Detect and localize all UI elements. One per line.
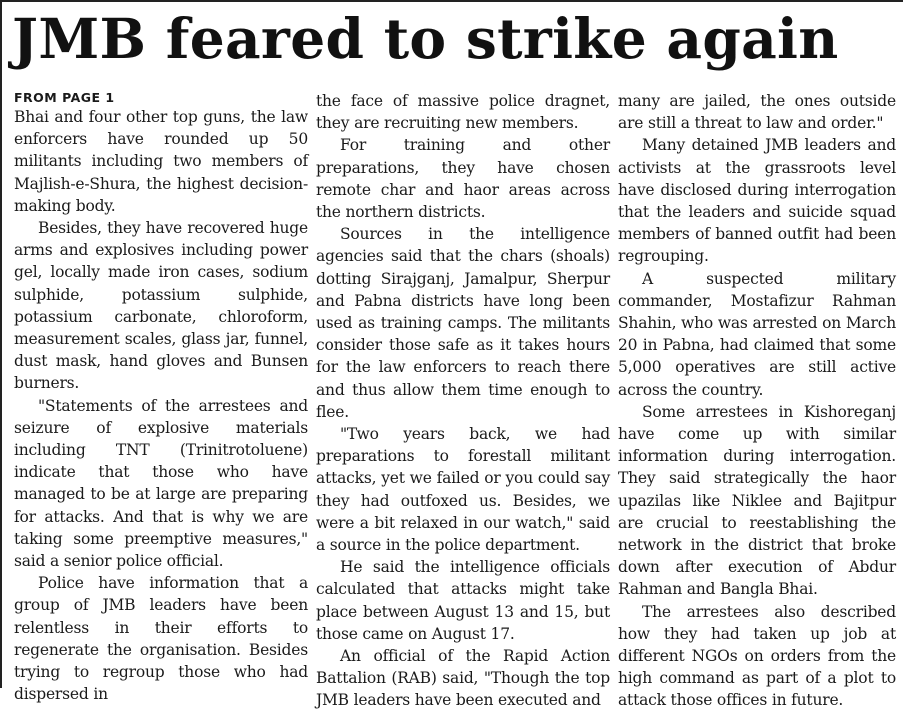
paragraph: An official of the Rapid Action Battalion (RAB) said, "Though the top JMB leaders have been executed and: [316, 647, 610, 710]
column-2: [316, 90, 610, 712]
paragraph: the face of massive police dragnet, they are recruiting new members.: [316, 92, 610, 133]
paragraph: Besides, they have recovered huge arms and explosives including power gel, locally made iron cases, sodium sulphide, potassium sulphide, potassium carbonate, chloroform, measurement scales, glass jar, funnel, dust mask, hand gloves and Bunsen burners.: [14, 219, 308, 393]
left-border-rule: [0, 0, 2, 688]
paragraph: The arrestees also described how they had taken up job at different NGOs on orders from the high command as part of a plot to attack those offices in future.: [618, 602, 896, 710]
kicker-from-page: FROM PAGE 1: [14, 90, 115, 105]
paragraph: He said the intelligence officials calculated that attacks might take place between August 13 and 15, but those came on August 17.: [316, 558, 610, 643]
column-1: [14, 90, 308, 705]
column-3: [618, 90, 896, 712]
paragraph: "Statements of the arrestees and seizure of explosive materials including TNT (Trinitrotoluene) indicate that those who have managed to be at large are preparing for attacks. And that is why we are taking some preemptive measures," said a senior police official.: [14, 396, 308, 571]
paragraph: Many detained JMB leaders and activists at the grassroots level have disclosed during interrogation that the leaders and suicide squad members of banned outfit had been regrouping.: [618, 136, 896, 266]
paragraph: "Two years back, we had preparations to forestall militant attacks, yet we failed or you could say they had outfoxed us. Besides, we were a bit relaxed in our watch," said a source in the police department.: [316, 425, 610, 555]
paragraph: Sources in the intelligence agencies said that the chars (shoals) dotting Sirajganj, Jamalpur, Sherpur and Pabna districts have long been used as training camps. The militants consider those safe as it takes hours for the law enforcers to reach there and thus allow them time enough to flee.: [316, 225, 610, 421]
paragraph: For training and other preparations, they have chosen remote char and haor areas across the northern districts.: [316, 136, 610, 222]
paragraph: Bhai and four other top guns, the law enforcers have rounded up 50 militants including two members of Majlish-e-Shura, the highest decision-making body.: [14, 108, 308, 215]
paragraph: many are jailed, the ones outside are still a threat to law and order.": [618, 92, 896, 133]
paragraph: Police have information that a group of JMB leaders have been relentless in their efforts to regenerate the organisation. Besides trying to regroup those who had dispersed in: [14, 574, 308, 704]
paragraph: Some arrestees in Kishoreganj have come up with similar information during interrogation. They said strategically the haor upazilas like Niklee and Bajitpur are crucial to reestablishing the network in the district that broke down after execution of Abdur Rahman and Bangla Bhai.: [618, 402, 896, 599]
headline: JMB feared to strike again: [12, 6, 839, 71]
top-border-rule: [0, 0, 903, 2]
paragraph: A suspected military commander, Mostafizur Rahman Shahin, who was arrested on March 20 in Pabna, had claimed that some 5,000 operatives are still active across the country.: [618, 269, 896, 399]
